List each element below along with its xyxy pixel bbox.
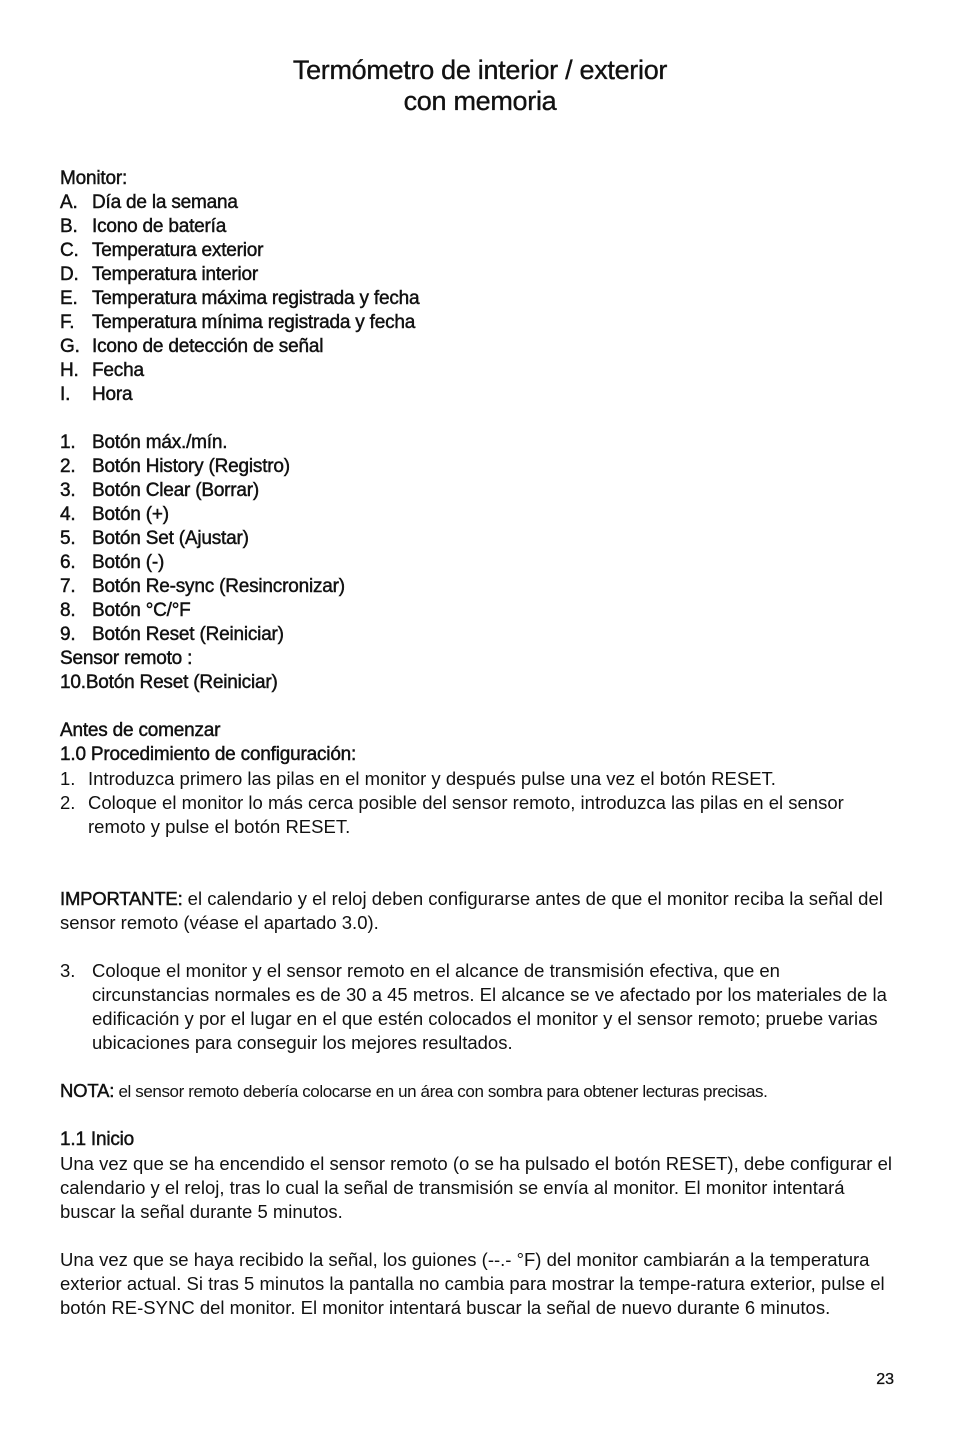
note xyxy=(60,1079,900,1104)
list-item: H. Fecha xyxy=(60,360,144,381)
important-text: el calendario y el reloj deben configurarse antes de que el monitor reciba la señal del sensor remoto (véase el apartado 3.0). xyxy=(60,888,883,933)
monitor-section xyxy=(60,167,900,407)
list-item: I. Hora xyxy=(60,384,133,405)
list-item: D. Temperatura interior xyxy=(60,264,259,285)
list-item: 7. Botón Re-sync (Resincronizar) xyxy=(60,576,345,597)
list-item: 6. Botón (-) xyxy=(60,552,165,573)
list-item: C. Temperatura exterior xyxy=(60,240,264,261)
list-item: E. Temperatura máxima registrada y fecha xyxy=(60,288,420,309)
monitor-heading: Monitor: xyxy=(60,168,128,189)
setup-subheading: 1.0 Procedimiento de configuración: xyxy=(60,744,357,765)
important-note xyxy=(60,887,900,935)
list-item: G. Icono de detección de señal xyxy=(60,336,324,357)
list-item: 9. Botón Reset (Reiniciar) xyxy=(60,624,284,645)
start-paragraph-2: Una vez que se haya recibido la señal, los guiones (--.- °F) del monitor cambiarán a la temperatura exterior actual. Si tras 5 minutos la pantalla no cambia para mostrar la tempe-ratura exterior, pulse el botón RE-SYNC del monitor. El monitor intentará buscar la señal de nuevo durante 6 minutos. xyxy=(60,1249,885,1318)
list-item: F. Temperatura mínima registrada y fecha xyxy=(60,312,416,333)
start-heading: 1.1 Inicio xyxy=(60,1129,135,1150)
setup-step: 1. Introduzca primero las pilas en el monitor y después pulse una vez el botón RESET. xyxy=(60,768,776,789)
manual-page xyxy=(60,55,900,1320)
page-number: 23 xyxy=(876,1371,894,1388)
list-item: 5. Botón Set (Ajustar) xyxy=(60,528,249,549)
start-section xyxy=(60,1128,900,1320)
note-text: el sensor remoto debería colocarse en un área con sombra para obtener lecturas precisas. xyxy=(114,1082,768,1101)
sensor-heading: Sensor remoto : xyxy=(60,648,193,669)
list-item: A. Día de la semana xyxy=(60,192,238,213)
before-section xyxy=(60,719,900,839)
title-line-1: Termómetro de interior / exterior xyxy=(292,55,668,85)
start-paragraph-1: Una vez que se ha encendido el sensor remoto (o se ha pulsado el botón RESET), debe configurar el calendario y el reloj, tras lo cual la señal de transmisión se envía al monitor. El monitor intentará buscar la señal durante 5 minutos. xyxy=(60,1153,892,1222)
buttons-section xyxy=(60,431,900,695)
list-item: 8. Botón °C/°F xyxy=(60,600,191,621)
list-item: 2. Botón History (Registro) xyxy=(60,456,290,477)
list-item: 4. Botón (+) xyxy=(60,504,169,525)
list-item: 3. Botón Clear (Borrar) xyxy=(60,480,260,501)
title-line-2: con memoria xyxy=(403,86,557,116)
list-item: B. Icono de batería xyxy=(60,216,227,237)
important-label: IMPORTANTE: xyxy=(60,888,183,909)
before-heading: Antes de comenzar xyxy=(60,720,221,741)
setup-step: 2. Coloque el monitor lo más cerca posible del sensor remoto, introduzca las pilas en el sensor remoto y pulse el botón RESET. xyxy=(60,792,844,837)
list-item: 1. Botón máx./mín. xyxy=(60,432,228,453)
page-title xyxy=(60,55,900,117)
sensor-reset-item: 10.Botón Reset (Reiniciar) xyxy=(60,672,278,693)
setup-step-3: 3. Coloque el monitor y el sensor remoto en el alcance de transmisión efectiva, que en circunstancias normales es de 30 a 45 metros. El alcance se ve afectado por los materiales de la edificación y por el lugar en el que estén colocados el monitor y el sensor remoto; pruebe varias ubicaciones para conseguir los mejores resultados. xyxy=(60,960,887,1053)
note-label: NOTA: xyxy=(60,1080,115,1101)
